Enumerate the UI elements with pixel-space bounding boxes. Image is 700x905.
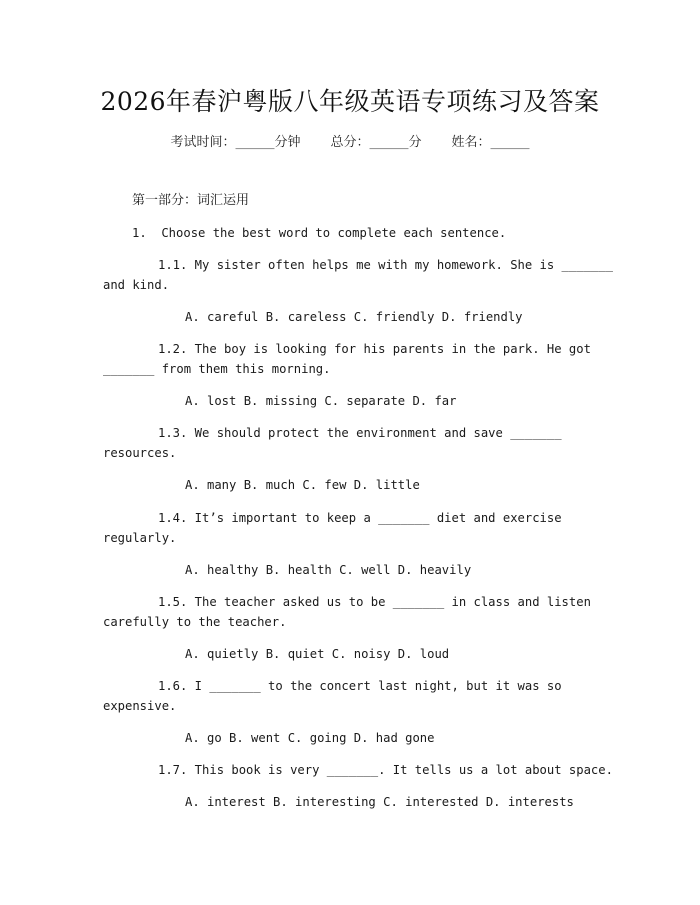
exam-info-line [0,131,700,150]
item-1-3-line1: 1.3. We should protect the environment and save _______ [158,426,562,440]
item-1-4-line1: 1.4. It’s important to keep a _______ diet and exercise [158,511,562,525]
item-1-1-line2: and kind. [103,278,170,292]
item-1-5-line1: 1.5. The teacher asked us to be _______ in class and listen [158,595,591,609]
document-title: 2026年春沪粤版八年级英语专项练习及答案 [100,87,600,116]
item-1-1-line1: 1.1. My sister often helps me with my homework. She is _______ [158,258,613,272]
question-1-instruction: 1. Choose the best word to complete each sentence. [132,226,507,240]
item-1-2-line2: _______ from them this morning. [103,362,331,376]
total-score-field: 总分：______分 [330,135,422,150]
item-1-3-line2: resources. [103,446,177,460]
item-1-4-options: A. healthy B. health C. well D. heavily [185,563,472,577]
item-1-2-line1: 1.2. The boy is looking for his parents in the park. He got [158,342,591,356]
item-1-2-options: A. lost B. missing C. separate D. far [185,394,457,408]
item-1-6-line1: 1.6. I _______ to the concert last night, but it was so [158,679,562,693]
item-1-7-line1: 1.7. This book is very _______. It tells us a lot about space. [158,763,613,777]
item-1-3-options: A. many B. much C. few D. little [185,478,420,492]
exam-time-field: 考试时间：______分钟 [170,135,301,150]
item-1-7-options: A. interest B. interesting C. interested D. interests [185,795,574,809]
item-1-6-line2: expensive. [103,699,177,713]
item-1-5-options: A. quietly B. quiet C. noisy D. loud [185,647,450,661]
student-name-field: 姓名：______ [451,135,530,150]
item-1-6-options: A. go B. went C. going D. had gone [185,731,435,745]
item-1-5-line2: carefully to the teacher. [103,615,287,629]
section-heading: 第一部分：词汇运用 [132,193,250,208]
item-1-1-options: A. careful B. careless C. friendly D. friendly [185,310,523,324]
item-1-4-line2: regularly. [103,531,177,545]
